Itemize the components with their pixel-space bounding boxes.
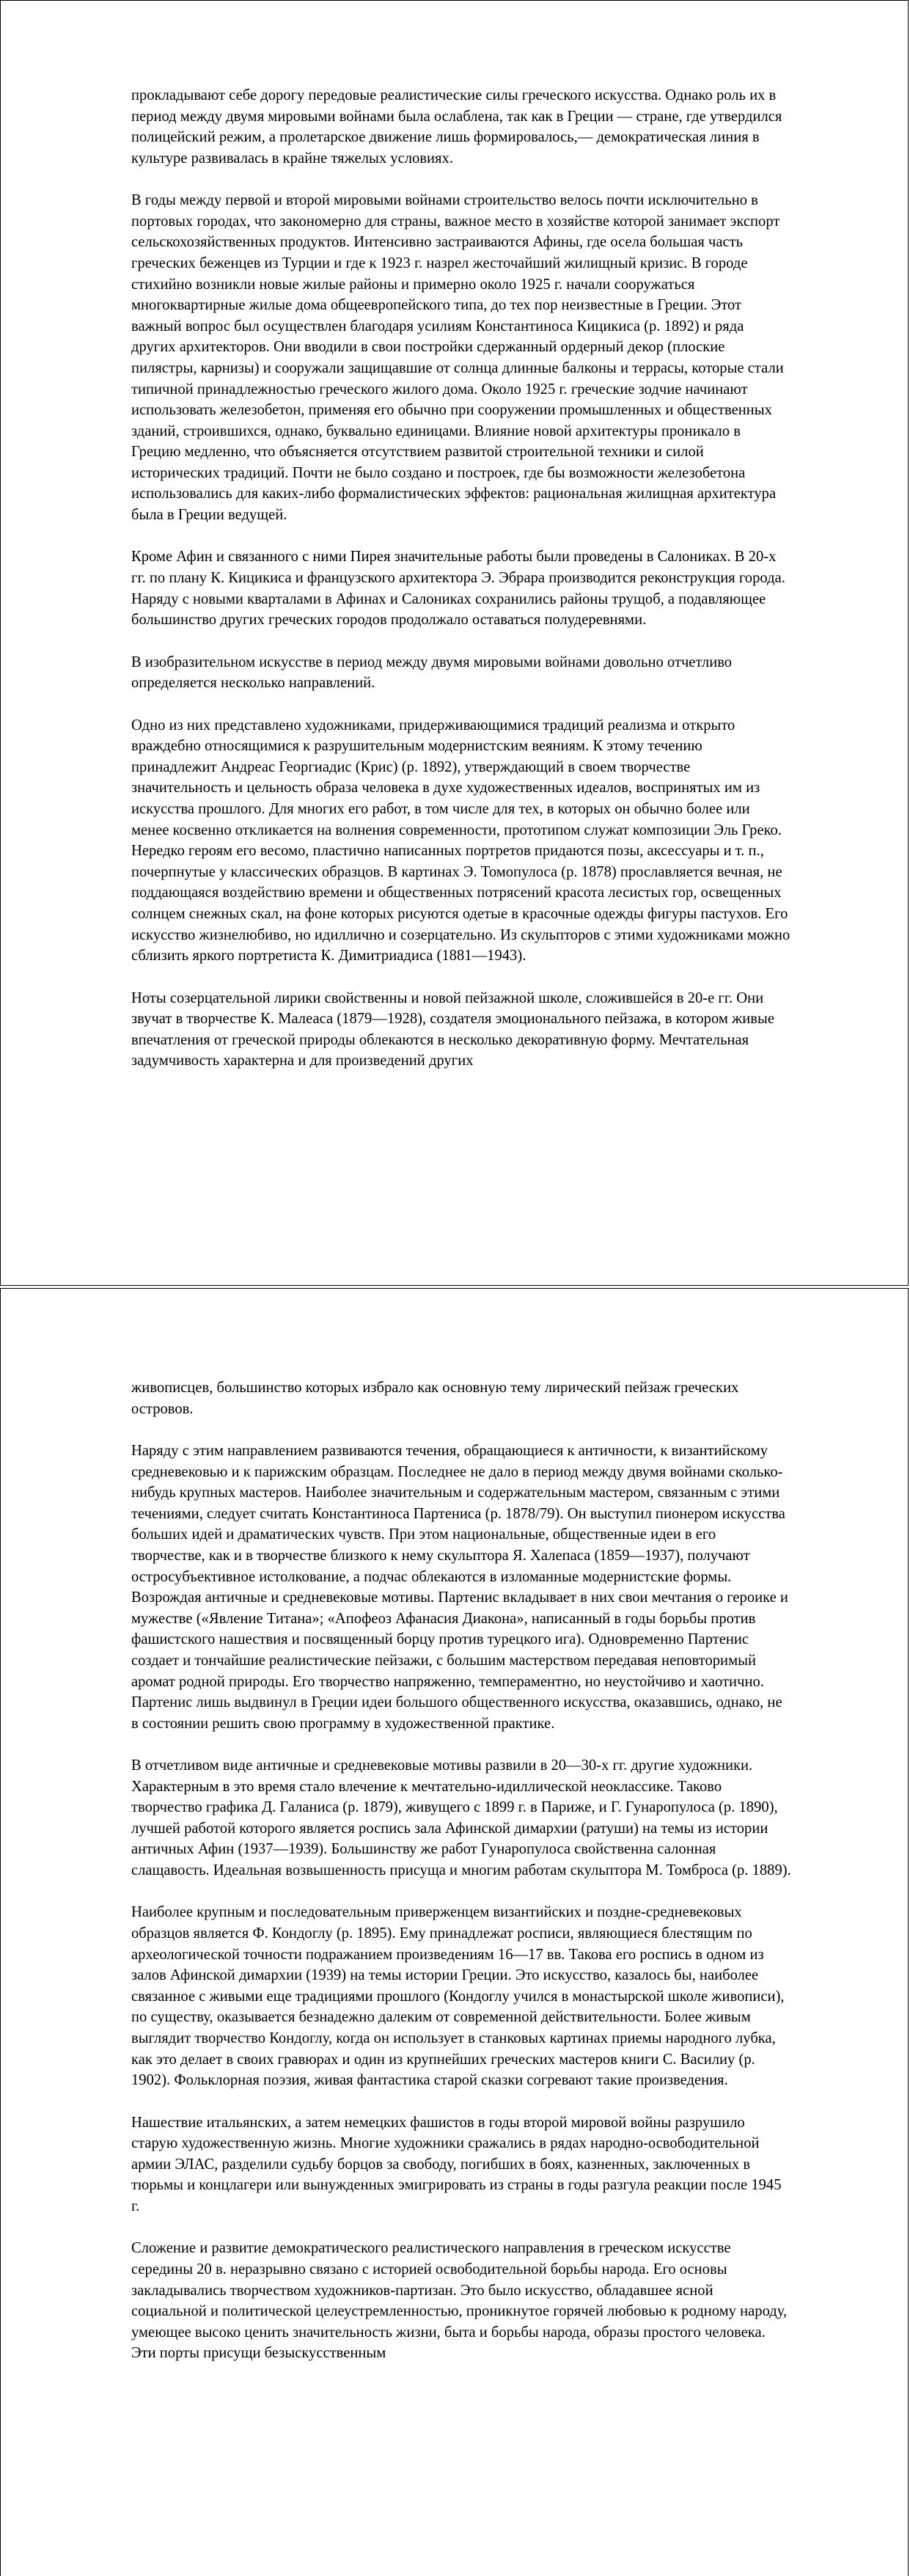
- paragraph: В годы между первой и второй мировыми войнами строительство велось почти исключительно в портовых городах, что закономерно для страны, важное место в хозяйстве которой занимает экспорт сельскохозяйственных продуктов. Интенсивно застраиваются Афины, где осела большая часть греческих беженцев из Турции и где к 1923 г. назрел жесточайший жилищный кризис. В городе стихийно возникли новые жилые районы и примерно около 1925 г. начали сооружаться многоквартирные жилые дома общеевропейского типа, до тех пор неизвестные в Греции. Этот важный вопрос был осуществлен благодаря усилиям Константиноса Кицикиса (р. 1892) и ряда других архитекторов. Они вводили в свои постройки сдержанный ордерный декор (плоские пилястры, карнизы) и сооружали защищавшие от солнца длинные балконы и террасы, которые стали типичной принадлежностью греческого жилого дома. Около 1925 г. греческие зодчие начинают использовать железобетон, применяя его обычно при сооружении промышленных и общественных зданий, строившихся, однако, буквально единицами. Влияние новой архитектуры проникало в Грецию медленно, что объясняется отсутствием развитой строительной техники и силой исторических традиций. Почти не было создано и построек, где бы возможности железобетона использовались для каких-либо формалистических эффектов: рациональная жилищная архитектура была в Греции ведущей.: [131, 192, 784, 524]
- page-2-text: [131, 1377, 791, 2385]
- paragraph: Нашествие итальянских, а затем немецких фашистов в годы второй мировой войны разрушило старую художественную жизнь. Многие художники сражались в рядах народно-освободительной армии ЭЛАС, разделили судьбу борцов за свободу, погибших в боях, казненных, заключенных в тюрьмы и концлагери или вынужденных эмигрировать из страны в годы разгула реакции после 1945 г.: [131, 2114, 782, 2214]
- paragraph: прокладывают себе дорогу передовые реалистические силы греческого искусства. Однако роль их в период между двумя мировыми войнами была ослаблена, так как в Греции — стране, где утвердился полицейский режим, а пролетарское движение лишь формировалось,— демократическая линия в культуре развивалась в крайне тяжелых условиях.: [131, 87, 782, 167]
- paragraph: В отчетливом виде античные и средневековые мотивы развили в 20—30-х гг. другие художники. Характерным в это время стало влечение к мечтательно-идиллической неоклассике. Таково творчество графика Д. Галаниса (р. 1879), живущего с 1899 г. в Париже, и Г. Гунаропулоса (р. 1890), лучшей работой которого является роспись зала Афинской димархии (ратуши) на темы из истории античных Афин (1937—1939). Большинству же работ Гунаропулоса свойственна салонная слащавость. Идеальная возвышенность присуща и многим работам скульптора М. Томброса (р. 1889).: [131, 1757, 791, 1879]
- paragraph: Сложение и развитие демократического реалистического направления в греческом искусстве середины 20 в. неразрывно связано с историей освободительной борьбы народа. Его основы закладывались творчеством художников-партизан. Это было искусство, обладавшее ясной социальной и политической целеустремленностью, проникнутое горячей любовью к родному народу, умеющее высоко ценить значительность жизни, быта и борьбы народа, образы простого человека. Эти порты присущи безыскусственным: [131, 2240, 788, 2362]
- paragraph: Одно из них представлено художниками, придерживающимися традиций реализма и открыто враждебно относящимися к разрушительным модернистским веяниям. К этому течению принадлежит Андреас Георгиадис (Крис) (р. 1892), утверждающий в своем творчестве значительность и цельность образа человека в духе художественных идеалов, воспринятых им из искусства прошлого. Для многих его работ, в том числе для тех, в которых он обычно более или менее косвенно откликается на волнения современности, прототипом служат композиции Эль Греко. Нередко героям его весомо, пластично написанных портретов придаются позы, аксессуары и т. п., почерпнутые у классических образцов. В картинах Э. Томопулоса (р. 1878) прославляется вечная, не поддающаяся воздействию времени и общественных потрясений красота лесистых гор, освещенных солнцем снежных скал, на фоне которых рисуются одетые в красочные одежды фигуры пастухов. Его искусство жизнелюбиво, но идиллично и созерцательно. Из скульпторов с этими художниками можно сблизить яркого портретиста К. Димитриадиса (1881—1943).: [131, 717, 790, 965]
- page-2: [0, 1288, 909, 2576]
- page-1: [0, 0, 909, 1286]
- paragraph: Наиболее крупным и последовательным приверженцем византийских и поздне-средневековых образцов является Ф. Кондоглу (р. 1895). Ему принадлежат росписи, являющиеся блестящим по археологической точности подражанием произведениям 16—17 вв. Такова его роспись в одном из залов Афинской димархии (1939) на темы истории Греции. Это искусство, казалось бы, наиболее связанное с живыми еще традициями прошлого (Кондоглу учился в монастырской школе живописи), по существу, оказывается безнадежно далеким от современной действительности. Более живым выглядит творчество Кондоглу, когда он использует в станковых картинах приемы народного лубка, как это делает в своих гравюрах и один из крупнейших греческих мастеров книги С. Василиу (р. 1902). Фольклорная поэзия, живая фантастика старой сказки согревают такие произведения.: [131, 1904, 785, 2089]
- page-1-text: [131, 85, 791, 1093]
- paragraph: Кроме Афин и связанного с ними Пирея значительные работы были проведены в Салониках. В 20-х гг. по плану К. Кицикиса и французского архитектора Э. Эбрара производится реконструкция города. Наряду с новыми кварталами в Афинах и Салониках сохранились районы трущоб, а подавляющее большинство других греческих городов продолжало оставаться полудеревнями.: [131, 549, 785, 629]
- paragraph: живописцев, большинство которых избрало как основную тему лирический пейзаж греческих островов.: [131, 1380, 739, 1417]
- paragraph: Наряду с этим направлением развиваются течения, обращающиеся к античности, к византийскому средневековью и к парижским образцам. Последнее не дало в период между двумя войнами сколько-нибудь крупных мастеров. Наиболее значительным и содержательным мастером, связанным с этими течениями, следует считать Константиноса Партениса (р. 1878/79). Он выступил пионером искусства больших идей и драматических чувств. При этом национальные, общественные идеи в его творчестве, как и в творчестве близкого к нему скульптора Я. Халепаса (1859—1937), получают остросубъективное истолкование, а подчас облекаются в изломанные модернистские формы. Возрождая античные и средневековые мотивы. Партенис вкладывает в них свои мечтания о героике и мужестве («Явление Титана»; «Апофеоз Афанасия Диакона», написанный в годы борьбы против фашистского нашествия и посвященный борцу против турецкого ига). Одновременно Партенис создает и тончайшие реалистические пейзажи, с большим мастерством передавая неповторимый аромат родной природы. Его творчество напряженно, темпераментно, но неустойчиво и хаотично. Партенис лишь выдвинул в Греции идеи большого общественного искусства, оказавшись, однако, не в состоянии решить свою программу в художественной практике.: [131, 1442, 788, 1732]
- paragraph: Ноты созерцательной лирики свойственны и новой пейзажной школе, сложившейся в 20-е гг. Они звучат в творчестве К. Малеаса (1879—1928), создателя эмоционального пейзажа, в котором живые впечатления от греческой природы облекаются в несколько декоративную форму. Мечтательная задумчивость характерна и для произведений других: [131, 989, 774, 1069]
- paragraph: В изобразительном искусстве в период между двумя мировыми войнами довольно отчетливо определяется несколько направлений.: [131, 654, 733, 692]
